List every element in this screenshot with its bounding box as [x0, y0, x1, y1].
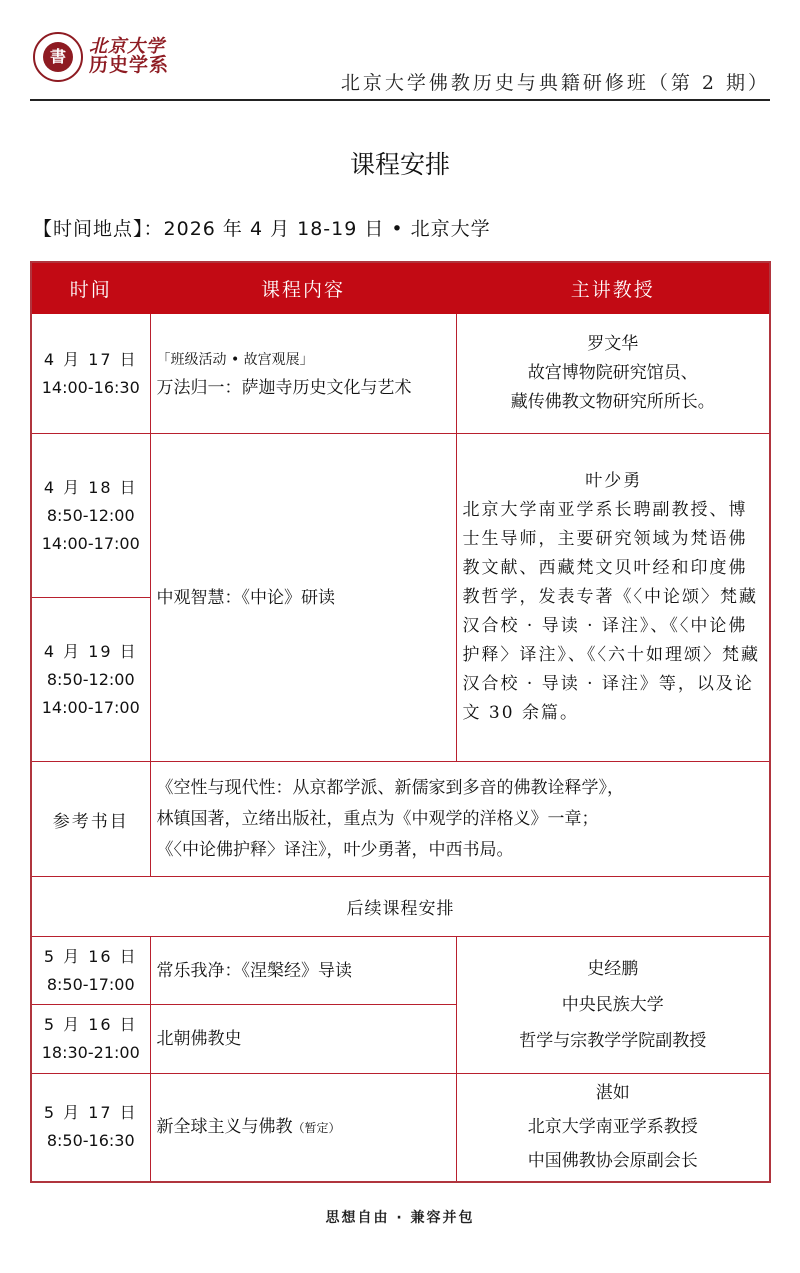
seal-icon [33, 32, 83, 82]
logo-line-university: 北京大学 [89, 35, 165, 57]
course-cell [150, 937, 456, 1005]
professor-name: 湛如 [595, 1083, 630, 1104]
program-title: 北京大学佛教历史与典籍研修班（第 2 期） [340, 72, 770, 94]
professor-cell [456, 434, 770, 762]
professor-title: 故宫博物院研究馆员、 [527, 363, 698, 383]
department-logo [33, 32, 169, 82]
table-row [31, 434, 770, 598]
professor-title: 藏传佛教文物研究所所长。 [510, 392, 715, 412]
section-row [31, 877, 770, 937]
time-range: 8:50-12:00 [46, 505, 135, 525]
date: 4 月 19 日 [43, 641, 138, 661]
header-professor: 主讲教授 [456, 262, 770, 314]
schedule-table [30, 261, 771, 1183]
time-range: 14:00-16:30 [41, 377, 140, 397]
course-tag: 「班级活动 • 故宫观展」 [156, 351, 314, 368]
course-cell [150, 434, 456, 762]
professor-bio: 北京大学南亚学系长聘副教授、博士生导师，主要研究领域为梵语佛教文献、西藏梵文贝叶经和印度佛教哲学，发表专著《〈中论颂〉梵藏汉合校 · 导读 · 译注》、《〈中论佛护释〉译注》、《〈六十如理颂〉梵藏汉合校 · 导读 · 译注》等，以及论文 30 余篇。 [462, 500, 760, 723]
time-cell [31, 1074, 150, 1182]
time-place [33, 214, 491, 241]
page-title: 课程安排 [349, 150, 450, 179]
reference-line: 《空性与现代性：从京都学派、新儒家到多音的佛教诠释学》， [156, 777, 624, 798]
time-range: 8:50-17:00 [46, 974, 135, 994]
course-title: 常乐我净：《涅槃经》导读 [156, 960, 352, 981]
professor-name: 叶少勇 [585, 471, 643, 491]
header-time: 时间 [31, 262, 150, 314]
professor-title: 北京大学南亚学系教授 [527, 1117, 698, 1138]
header-divider [30, 99, 770, 101]
course-note: （暂定） [292, 1120, 341, 1135]
time-range: 14:00-17:00 [41, 533, 140, 553]
time-cell [31, 434, 150, 598]
date: 5 月 16 日 [43, 1015, 138, 1034]
date: 4 月 18 日 [43, 477, 138, 497]
professor-name: 史经鹏 [587, 959, 639, 979]
time-cell [31, 598, 150, 762]
reference-line: 林镇国著，立绪出版社，重点为《中观学的洋格义》一章； [156, 808, 599, 829]
date: 5 月 17 日 [43, 1103, 138, 1123]
table-row [31, 1074, 770, 1182]
page-header [0, 0, 800, 100]
time-cell [31, 314, 150, 434]
time-cell [31, 937, 150, 1005]
logo-line-department: 历史学系 [89, 54, 170, 77]
table-row [31, 314, 770, 434]
followup-section-title: 后续课程安排 [31, 877, 770, 937]
professor-title: 哲学与宗教学学院副教授 [519, 1031, 707, 1051]
time-range: 8:50-16:30 [46, 1131, 135, 1151]
references-row [31, 762, 770, 877]
table-row [31, 937, 770, 1005]
course-cell [150, 314, 456, 434]
course-title: 中观智慧：《中论》研读 [156, 587, 335, 608]
time-range: 18:30-21:00 [41, 1043, 140, 1062]
time-range: 8:50-12:00 [46, 669, 135, 689]
course-title: 北朝佛教史 [156, 1029, 242, 1049]
footer-motto: 思想自由 · 兼容并包 [325, 1210, 475, 1226]
date: 4 月 17 日 [43, 349, 138, 369]
professor-cell [456, 937, 770, 1074]
date: 5 月 16 日 [43, 946, 138, 966]
professor-cell [456, 314, 770, 434]
professor-title: 中央民族大学 [561, 995, 664, 1015]
course-cell [150, 1005, 456, 1074]
header-course: 课程内容 [150, 262, 456, 314]
table-header-row [31, 262, 770, 314]
course-cell [150, 1074, 456, 1182]
time-place-label: 【时间地点】： [33, 218, 164, 240]
professor-title: 中国佛教协会原副会长 [527, 1151, 698, 1172]
logo-text [89, 35, 170, 77]
references-cell [150, 762, 770, 877]
professor-name: 罗文华 [587, 334, 639, 354]
time-range: 14:00-17:00 [41, 697, 140, 717]
professor-cell [456, 1074, 770, 1182]
time-place-value: 2026 年 4 月 18-19 日 • 北京大学 [163, 218, 491, 240]
course-title: 新全球主义与佛教 [156, 1116, 293, 1137]
seal-glyph: 書 [43, 42, 73, 72]
time-cell [31, 1005, 150, 1074]
course-title: 万法归一：萨迦寺历史文化与艺术 [156, 377, 412, 398]
reference-line: 《〈中论佛护释〉译注》，叶少勇著，中西书局。 [156, 839, 514, 860]
references-label: 参考书目 [31, 762, 150, 877]
